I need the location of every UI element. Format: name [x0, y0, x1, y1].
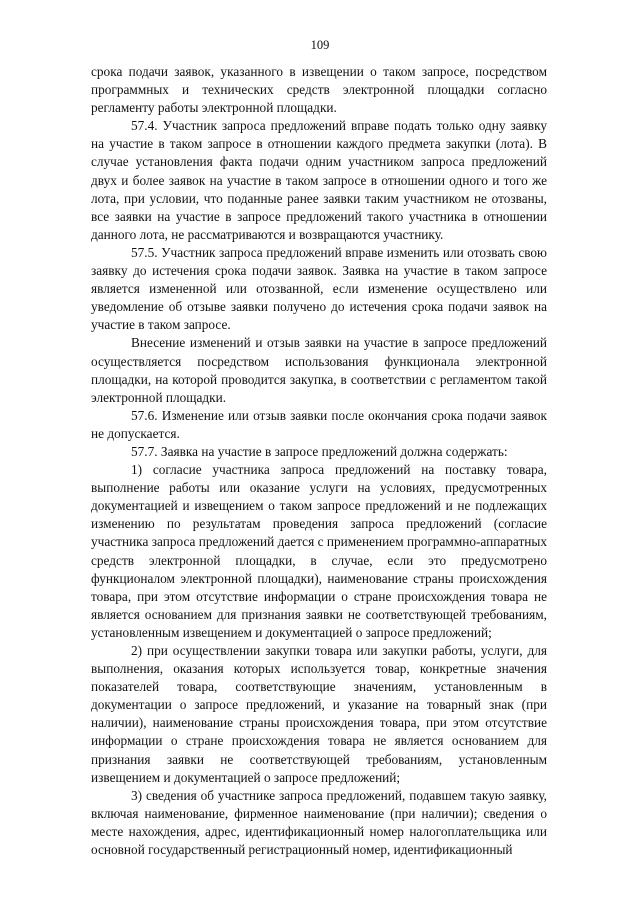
paragraph-57-6: 57.6. Изменение или отзыв заявки после окончания срока подачи заявок не допускается. — [91, 407, 547, 441]
paragraph-57-4: 57.4. Участник запроса предложений вправе подать только одну заявку на участие в таком запросе в отношении каждого предмета закупки (лота). В случае установления факта подачи одним участником запроса предложений двух и более заявок на участие в таком запросе в отношении одного и того же лота, при условии, что поданные ранее заявки таким участником не отозваны, все заявки на участие в запросе предложений такого участника в отношении данного лота, не рассматриваются и возвращаются участнику. — [91, 118, 547, 242]
page-number: 109 — [310, 38, 330, 52]
paragraph-continuation: срока подачи заявок, указанного в извещении о таком запросе, посредством программных и технических средств электронной площадки согласно регламенту работы электронной площадки. — [91, 64, 547, 116]
paragraph-57-5: 57.5. Участник запроса предложений вправе изменить или отозвать свою заявку до истечения срока подачи заявок. Заявка на участие в таком запросе является измененной или отозванной, если изменение осуществлено или уведомление об отзыве заявки получено до истечения срока подачи заявок на участие в таком запросе. — [91, 244, 547, 333]
list-item-3: 3) сведения об участнике запроса предложений, подавшем такую заявку, включая наименование, фирменное наименование (при наличии); сведения о месте нахождения, адрес, идентификационный номер налогоплательщика или основной государственный регистрационный номер, идентификационный — [91, 787, 547, 858]
document-body — [91, 63, 547, 859]
list-item-1: 1) согласие участника запроса предложений на поставку товара, выполнение работы или оказание услуги на условиях, предусмотренных документацией и извещением о таком запросе предложений и не подлежащих изменению по результатам проведения запроса предложений (согласие участника запроса предложений дается с применением программно-аппаратных средств электронной площадки, в случае, если это предусмотрено функционалом электронной площадки), наименование страны происхождения товара, при этом отсутствие информации о стране происхождения товара не является основанием для признания заявки не соответствующей требованиям, установленным извещением и документацией о запросе предложений; — [91, 462, 547, 640]
paragraph-57-7: 57.7. Заявка на участие в запросе предложений должна содержать: — [131, 443, 508, 459]
list-item-2: 2) при осуществлении закупки товара или закупки работы, услуги, для выполнения, оказания которых используется товар, конкретные значения показателей товара, соответствующие значениям, установленным в документации о запросе предложений, и указание на товарный знак (при наличии), наименование страны происхождения товара, при этом отсутствие информации о стране происхождения товара не является основанием для признания заявки не соответствующей требованиям, установленным извещением и документацией о запросе предложений; — [91, 643, 547, 785]
paragraph-57-5-amendments: Внесение изменений и отзыв заявки на участие в запросе предложений осуществляется посредством использования функционала электронной площадки, на которой проводится закупка, в соответствии с регламентом такой электронной площадки. — [91, 335, 547, 405]
